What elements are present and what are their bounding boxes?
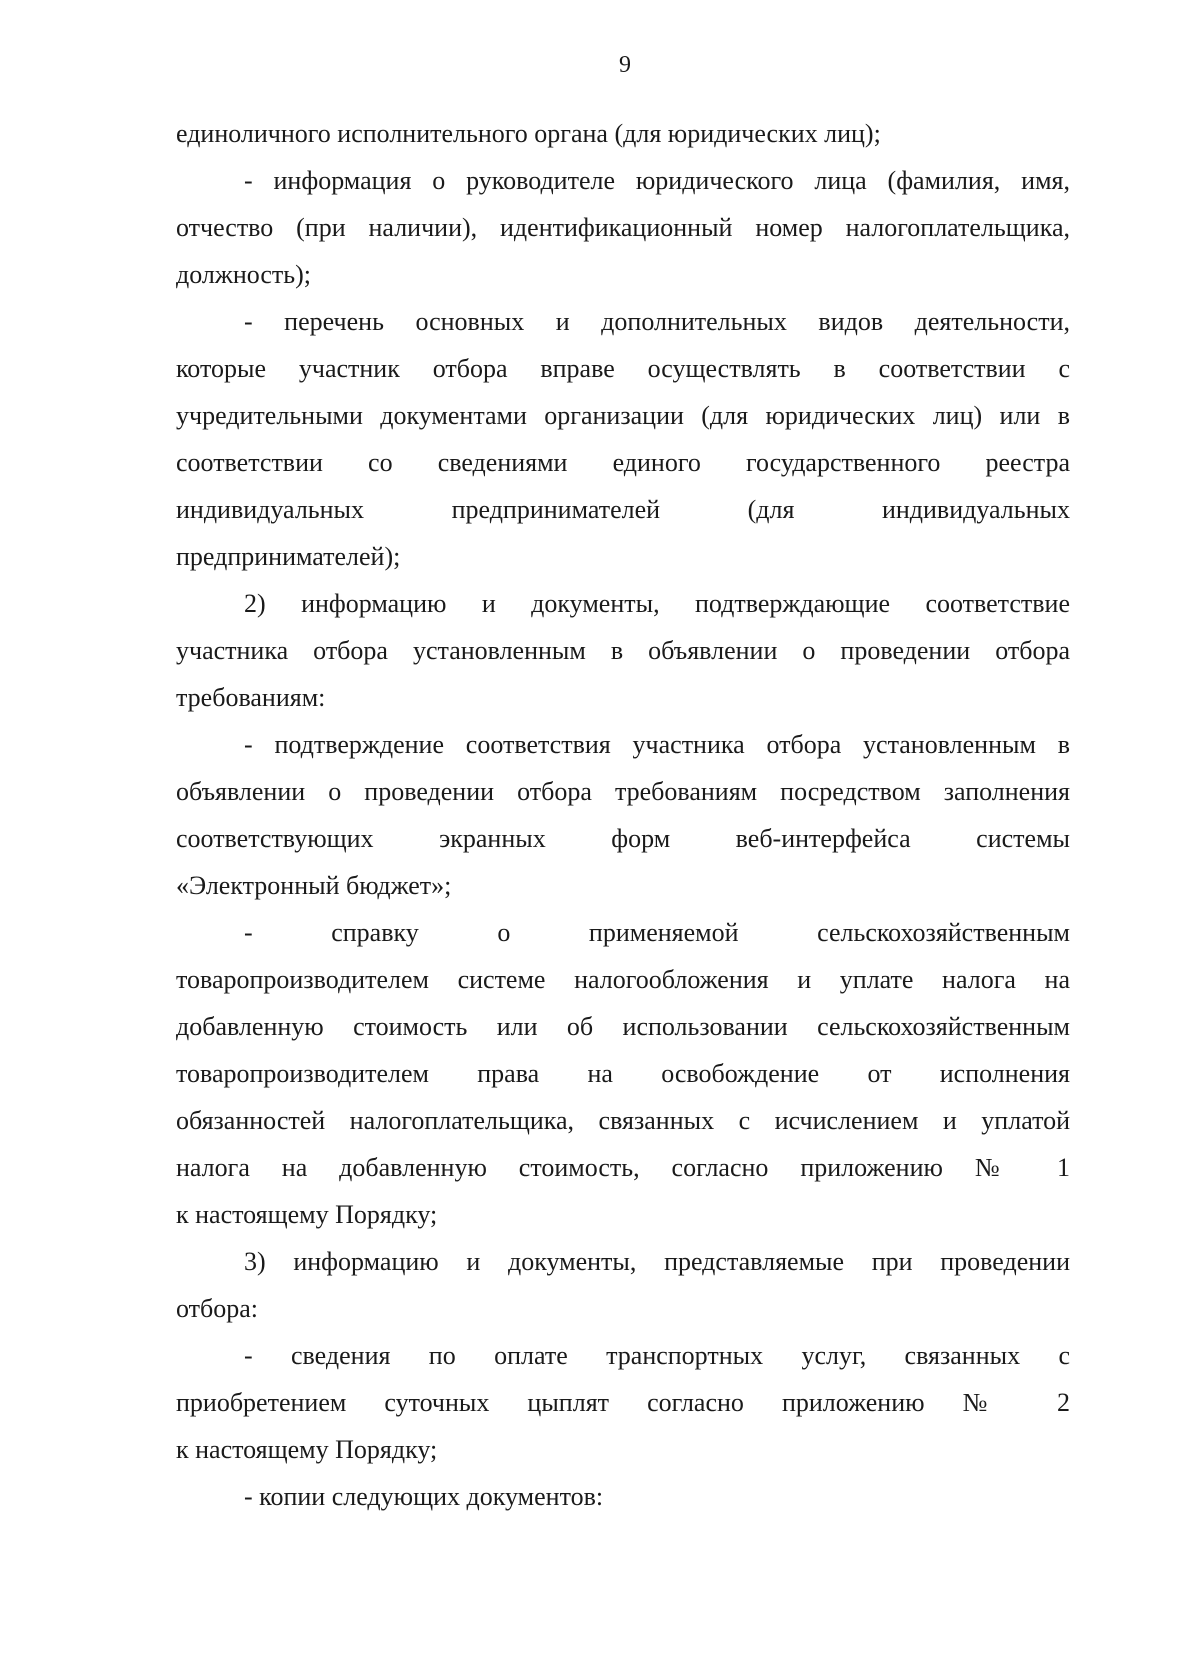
text-line: к настоящему Порядку; bbox=[176, 1200, 438, 1229]
document-body bbox=[176, 110, 1070, 1520]
paragraph bbox=[176, 110, 1070, 157]
text-line: отбора: bbox=[176, 1294, 259, 1323]
paragraph bbox=[176, 1332, 1070, 1473]
text-line: отчество (при наличии), идентификационный номер налогоплательщика, bbox=[176, 213, 1070, 242]
page-number: 9 bbox=[619, 52, 631, 78]
paragraph bbox=[176, 1238, 1070, 1332]
text-line: налога на добавленную стоимость, согласно приложению № 1 bbox=[176, 1153, 1070, 1182]
text-line: товаропроизводителем права на освобождение от исполнения bbox=[176, 1059, 1070, 1088]
text-line: товаропроизводителем системе налогообложения и уплате налога на bbox=[176, 965, 1070, 994]
text-line: должность); bbox=[176, 260, 312, 289]
text-line: добавленную стоимость или об использовании сельскохозяйственным bbox=[176, 1012, 1070, 1041]
paragraph bbox=[176, 1473, 1070, 1520]
text-line: к настоящему Порядку; bbox=[176, 1435, 438, 1464]
text-line: требованиям: bbox=[176, 683, 326, 712]
text-line: соответствующих экранных форм веб-интерфейса системы bbox=[176, 824, 1070, 853]
text-line: 3) информацию и документы, представляемые при проведении bbox=[244, 1247, 1070, 1276]
text-line: учредительными документами организации (для юридических лиц) или в bbox=[176, 401, 1070, 430]
text-line: - информация о руководителе юридического лица (фамилия, имя, bbox=[244, 166, 1070, 195]
text-line: 2) информацию и документы, подтверждающие соответствие bbox=[244, 589, 1070, 618]
text-line: - перечень основных и дополнительных видов деятельности, bbox=[244, 307, 1070, 336]
text-line: участника отбора установленным в объявлении о проведении отбора bbox=[176, 636, 1070, 665]
text-line: - сведения по оплате транспортных услуг, связанных с bbox=[244, 1341, 1070, 1370]
text-line: обязанностей налогоплательщика, связанных с исчислением и уплатой bbox=[176, 1106, 1070, 1135]
paragraph bbox=[176, 580, 1070, 721]
paragraph bbox=[176, 298, 1070, 580]
text-line: - копии следующих документов: bbox=[244, 1482, 604, 1511]
text-line: - справку о применяемой сельскохозяйственным bbox=[244, 918, 1070, 947]
text-line: единоличного исполнительного органа (для юридических лиц); bbox=[176, 119, 881, 148]
paragraph bbox=[176, 909, 1070, 1238]
text-line: - подтверждение соответствия участника отбора установленным в bbox=[244, 730, 1070, 759]
paragraph bbox=[176, 721, 1070, 909]
text-line: предпринимателей); bbox=[176, 542, 401, 571]
text-line: «Электронный бюджет»; bbox=[176, 871, 452, 900]
text-line: объявлении о проведении отбора требованиям посредством заполнения bbox=[176, 777, 1070, 806]
text-line: индивидуальных предпринимателей (для индивидуальных bbox=[176, 495, 1070, 524]
paragraph bbox=[176, 157, 1070, 298]
text-line: которые участник отбора вправе осуществлять в соответствии с bbox=[176, 354, 1070, 383]
text-line: приобретением суточных цыплят согласно приложению № 2 bbox=[176, 1388, 1070, 1417]
text-line: соответствии со сведениями единого государственного реестра bbox=[176, 448, 1070, 477]
